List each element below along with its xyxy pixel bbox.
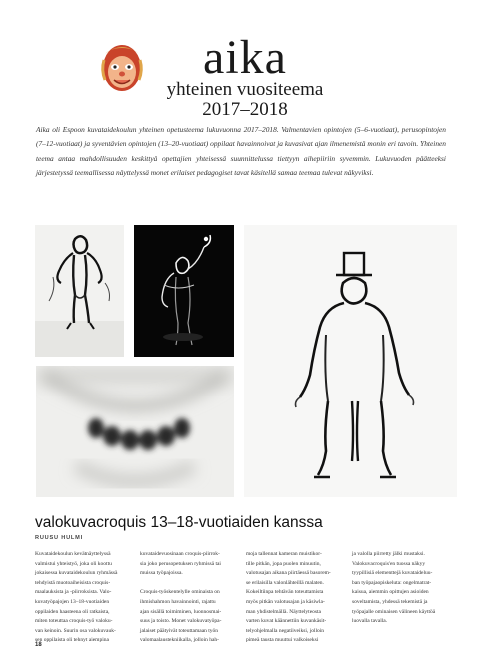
article-column-4 bbox=[352, 550, 444, 627]
text-line: myös pitkän valotusajan ja käsiwla- bbox=[246, 598, 325, 605]
text-line: van keinoin. Suurin osa valokuvauk- bbox=[35, 627, 116, 634]
text-line: varten kuvat käännettiin kuvankäsit- bbox=[246, 618, 327, 625]
text-line: ajan sisällä toimiminen, luonnosmai- bbox=[140, 608, 222, 615]
text-line: sia joko perusopetuksen ryhmissä tai bbox=[140, 560, 221, 567]
text-line: tehdyistä muotoaiheisista croquis- bbox=[35, 579, 111, 586]
text-line: valmistui yhteistyö, joka oli koottu bbox=[35, 560, 112, 567]
text-line: pimeä tausta muuttui valkoiseksi bbox=[246, 637, 319, 644]
text-line: kaisua, aiemmin opittujen asioiden bbox=[352, 589, 429, 596]
text-line: kuvataidevuosinaan croquis-piirrok- bbox=[140, 551, 220, 557]
text-line: oppilaiden haasteena oli ratkaista, bbox=[35, 608, 110, 615]
text-line: telyohjelmalla negatiiveiksi, jolloin bbox=[246, 627, 325, 634]
text-line: man yhdistelmällä. Näyttelyteosta bbox=[246, 608, 321, 615]
text-line: sen oppilaista oli tehnyt aiempina bbox=[35, 637, 109, 644]
text-line: valomaalaustekniikalla, jolloin hah- bbox=[140, 637, 219, 644]
photo-light-painting bbox=[134, 225, 234, 357]
theme-subtitle: yhteinen vuositeema bbox=[166, 79, 324, 100]
text-line: tyypillisiä elementtejä kuvataideluu- bbox=[352, 570, 433, 577]
text-line bbox=[140, 579, 232, 589]
text-line: luovalla tavalla. bbox=[352, 618, 388, 625]
theme-title: aika bbox=[203, 31, 287, 84]
text-line: ihmishahmon havainnointi, rajattu bbox=[140, 598, 216, 605]
text-line: tille pitkän, jopa puolen minuutin, bbox=[246, 560, 321, 567]
text-line: miten toteuttaa croquis-työ valoku- bbox=[35, 618, 113, 625]
text-line: Kokeiltiinpa tehtävän toteuttamista bbox=[246, 589, 324, 596]
text-line: jalaiset päätyivät toteuttamaan työn bbox=[140, 627, 219, 634]
article-column-1 bbox=[35, 550, 127, 646]
article-byline: RUUSU HULMI bbox=[35, 535, 83, 541]
photo-blurred-motion bbox=[36, 366, 234, 497]
text-line: Croquis-työskentelylle ominaista on bbox=[140, 589, 220, 596]
photo-figure-negative-1 bbox=[35, 225, 124, 357]
text-line: jokaisessa kuvataidekoulun ryhmässä bbox=[35, 570, 118, 577]
page-number: 18 bbox=[35, 642, 42, 648]
text-line: ja valolla piirretty jälki mustaksi. bbox=[352, 551, 425, 557]
text-line: soveltamista, yhdessä tekemistä ja bbox=[352, 598, 428, 605]
text-line: Kuvataidekoulun kevätnäyttelyssä bbox=[35, 551, 111, 557]
text-line: suus ja toisto. Monet valokuvatyöpa- bbox=[140, 618, 222, 625]
theme-years: 2017–2018 bbox=[202, 99, 288, 120]
intro-paragraph: Aika oli Espoon kuvataidekoulun yhteinen opetusteema lukuvuonna 2017–2018. Valmentavien opintojen (5–6-vuotiaat), perusopintojen (7–12-vuotiaat) ja syventävien opintojen (13–20-vuotiaat) oppilaat havainnoivat ja kuvasivat ajan ilmenemistä monin eri tavoin. Yhteinen teema antaa mahdollisuuden keskittyä opettajien yhteisessä suunnittelussa tiettyyn aihepiiriin syvemmin. Lukuvuoden päätteeksi järjestetyssä teemallisessa näyttelyssä monet erilaiset pedagogiset tavat käsitellä samaa teemaa tulevat näkyviksi. bbox=[36, 125, 446, 178]
photo-figure-with-hat bbox=[244, 225, 457, 497]
article-title: valokuvacroquis 13–18-vuotiaiden kanssa bbox=[35, 514, 323, 531]
text-line: muissa työpajoissa. bbox=[140, 570, 183, 577]
text-line: maalauksista ja -piirroksista. Valo- bbox=[35, 589, 112, 596]
text-line: valotusajan aikana piirtäessä basorem- bbox=[246, 570, 331, 577]
text-line: ban työpajaopiskeluta: ongelmatrat- bbox=[352, 579, 432, 586]
theme-title-block bbox=[130, 31, 360, 120]
article-column-2 bbox=[140, 550, 232, 646]
text-line: moja tallennat kameran muistikor- bbox=[246, 551, 322, 557]
text-line: työpajalle ominaisen välineen käyttöä bbox=[352, 608, 436, 615]
article-column-3 bbox=[246, 550, 338, 646]
text-line: Valokuvacroquis'en tuossa näkyy bbox=[352, 560, 426, 567]
text-line: kuvatyöpajojen 13–18-vuotiaiden bbox=[35, 598, 110, 605]
text-line: se erilaisilla valonlähteillä malaten. bbox=[246, 579, 324, 586]
